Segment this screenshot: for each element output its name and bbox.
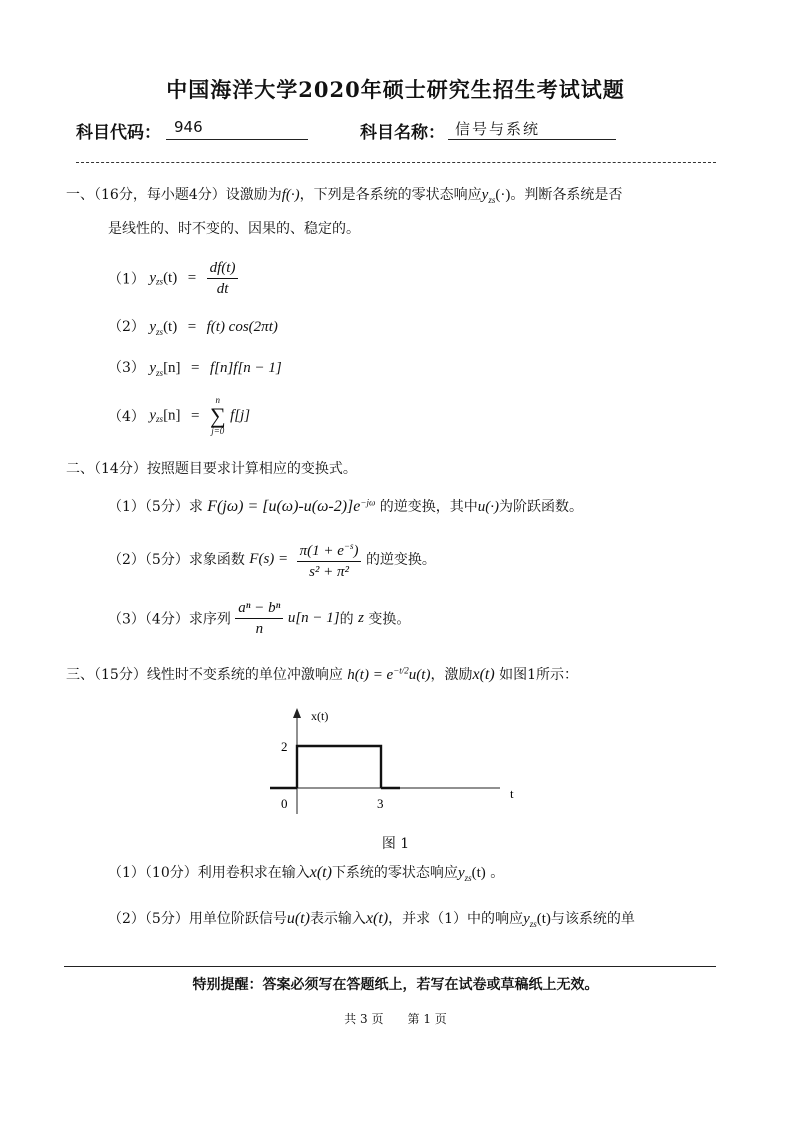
subject-code: 946 (174, 118, 203, 136)
y-axis-arrow (293, 708, 301, 718)
q1-header: 一、（16分，每小题4分）设激励为f(·)，下列是各系统的零状态响应$y_{zs}(\cdot)$。判断各系统是否 (66, 187, 623, 205)
q1-item-1: （1） yzs(t) = $\frac{df(t)}{dt}$ (108, 258, 238, 299)
q2-part-3: （3）（4分）求序列 $\frac{\text{aⁿ − bⁿ}}{n}$ u[n − 1]的 z 变换。 (108, 600, 411, 637)
subject-name: 信号与系统 (455, 120, 541, 138)
separator-dashes (76, 162, 716, 163)
notice-text: 特别提醒：答案必须写在答题纸上，若写在试卷或草稿纸上无效。 (192, 977, 599, 993)
figure-caption: 图 1 (381, 836, 410, 852)
y-tick-label-2: 2 (281, 739, 288, 754)
subject-code-label: 科目代码： (76, 123, 161, 143)
x-tick-label-0: 0 (281, 796, 288, 811)
x-axis-label: t (510, 786, 514, 801)
q1-item-3: （3） $y_{zs}[n] = f[n]f[n - 1]$ (108, 360, 282, 378)
x-tick-label-3: 3 (377, 796, 384, 811)
q1-item-2: （2） $y_{zs}(t) = f(t)$ cos(2πt) (108, 319, 278, 337)
q3-part-2: （2）（5分）用单位阶跃信号u(t)表示输入x(t)，并求（1）中的响应$y_{zs}(t)$与该系统的单 (108, 910, 635, 929)
series-line (297, 746, 381, 788)
q1-line2: 是线性的、时不变的、因果的、稳定的。 (108, 221, 360, 237)
q2-part-2: （2）（5分）求象函数 F(s) = $\frac{\pi(1 + e^{-s})}{\text{s² + π²}}$ 的逆变换。 (108, 536, 436, 582)
q2-part-1: （1）（5分）求 $F(j\omega) = [u(\omega)-u(\omega-2)]e^{-j\omega}$ 的逆变换，其中u(·)为阶跃函数。 (108, 497, 584, 515)
page-number: 共 3 页 第 1 页 (344, 1012, 447, 1026)
y-axis-label: x(t) (311, 709, 329, 723)
q3-header: 三、（15分）线性时不变系统的单位冲激响应 $h(t) = e^{-t/2}u(t)$，激励x(t) 如图1所示： (66, 665, 579, 683)
q3-part-1: （1）（10分）利用卷积求在输入x(t)下系统的零状态响应$y_{zs}(t)$ 。 (108, 864, 505, 883)
q2-header: 二、（14分）按照题目要求计算相应的变换式。 (66, 461, 357, 477)
q1-item-4: （4） yzs[n] = n ∑ j=0 f[j] (108, 395, 251, 436)
page-title: 中国海洋大学2020年硕士研究生招生考试试题 (166, 77, 625, 102)
subject-name-label: 科目名称： (360, 123, 445, 143)
footer-rule (64, 966, 716, 967)
